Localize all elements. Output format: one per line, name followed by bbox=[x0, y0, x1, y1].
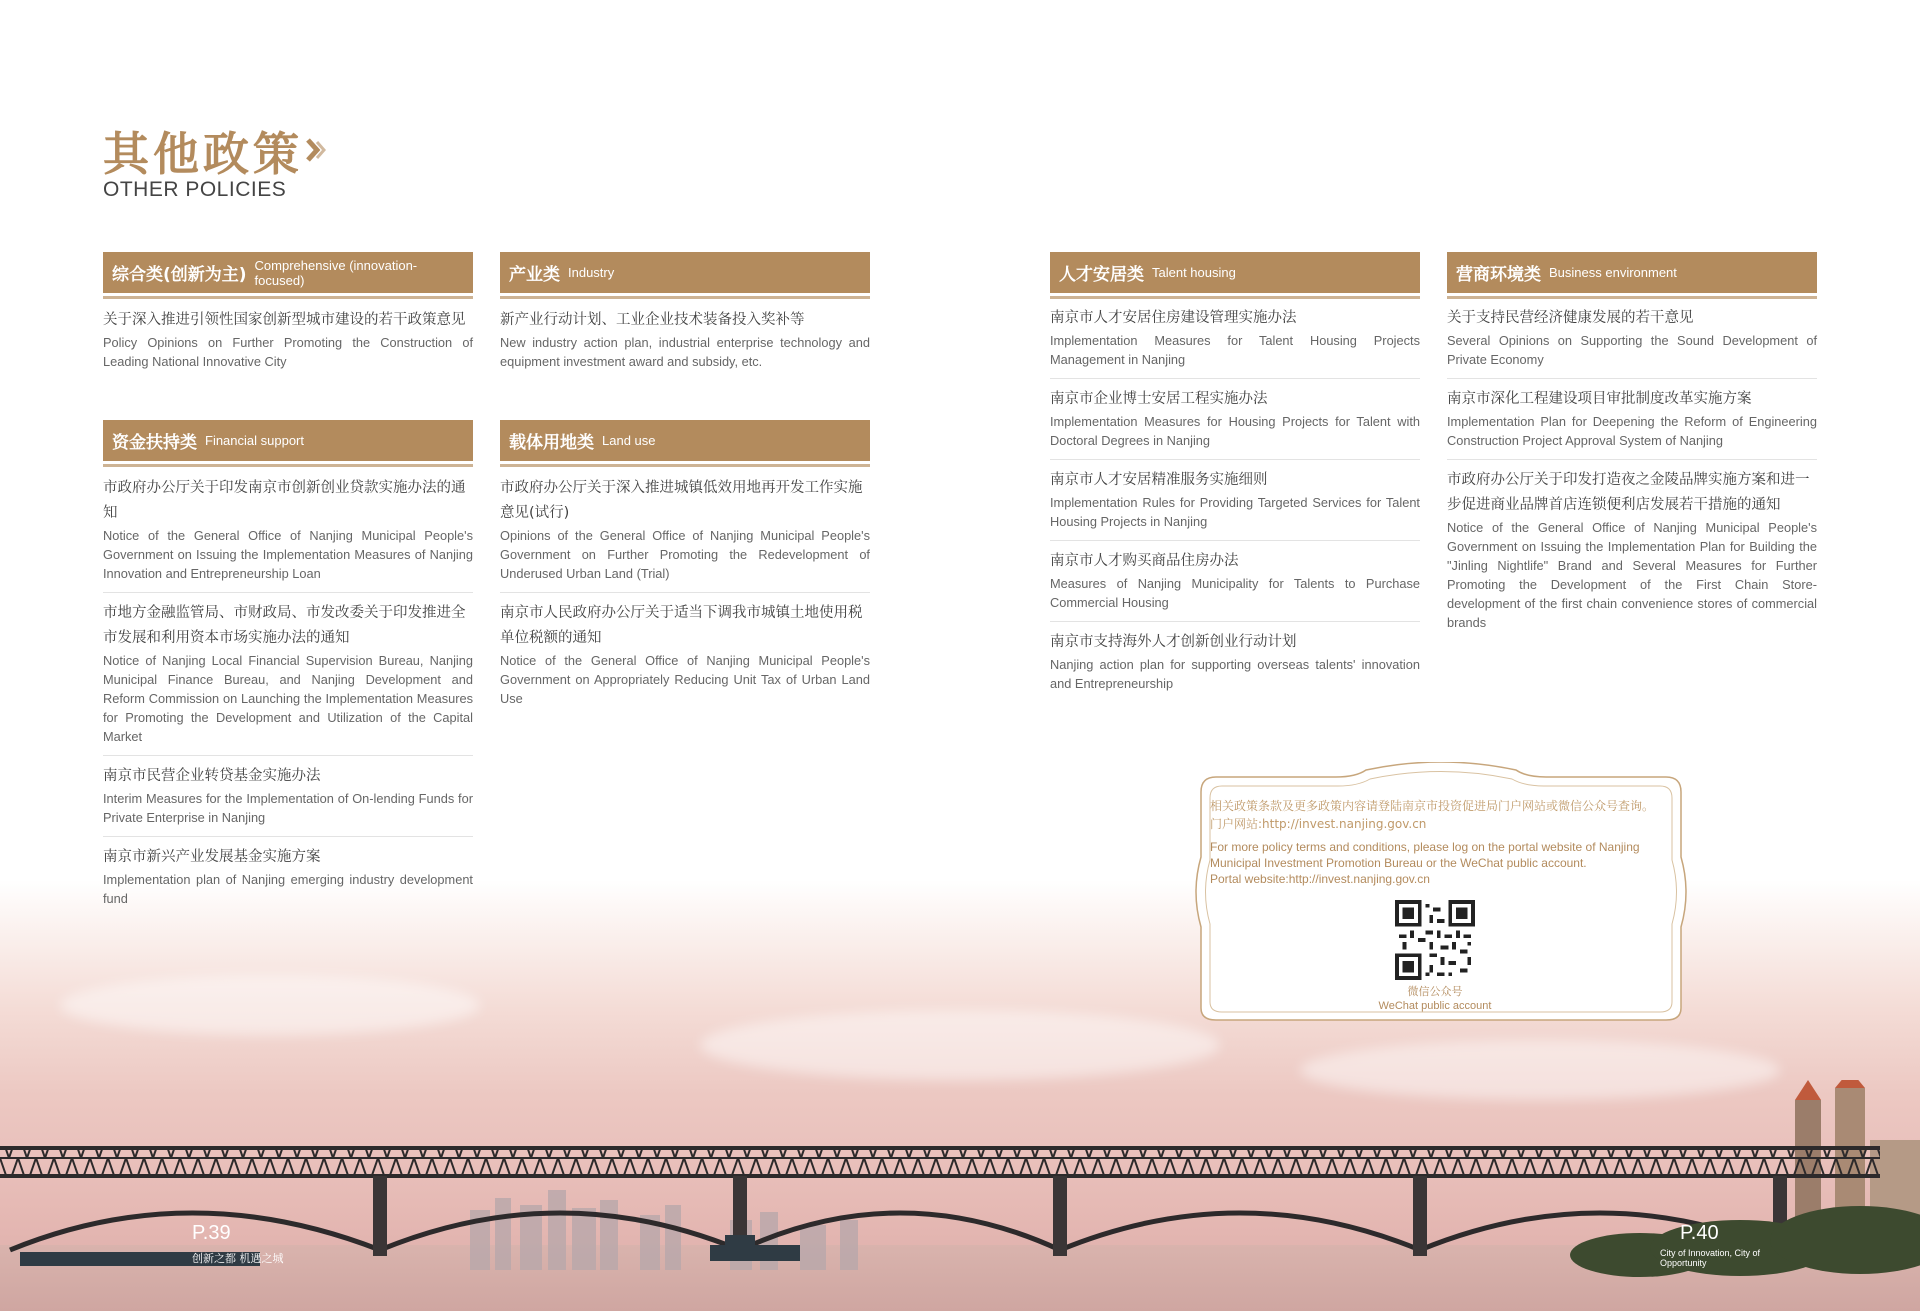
policy-item: 南京市新兴产业发展基金实施方案 Implementation plan of Nanjing emerging industry development fund bbox=[103, 849, 473, 906]
category-industry bbox=[500, 252, 870, 380]
policy-item: 市地方金融监管局、市财政局、市发改委关于印发推进全市发展和利用资本市场实施办法的通知 Notice of Nanjing Local Financial Supervision Bureau, Nanjing Municipal Finance Bureau, and Nanjing Development and Reform Commission on Launching the Implementation Measures for Promoting the Development and Utilization of the Capital Market bbox=[103, 593, 473, 756]
chevron-right-icon bbox=[306, 137, 328, 163]
info-box-text: 相关政策条款及更多政策内容请登陆南京市投资促进局门户网站或微信公众号查询。 门户网站:http://invest.nanjing.gov.cn For more policy terms and conditions, please log on the portal website of Nanjing Municipal Investment Promotion Bureau or the WeChat public account. Portal website:http://invest.nanjing.gov.cn bbox=[1210, 797, 1680, 887]
category-header: 产业类 Industry bbox=[500, 252, 870, 296]
policy-item: 南京市深化工程建设项目审批制度改革实施方案 Implementation Plan for Deepening the Reform of Engineering Construction Project Approval System of Nanjing bbox=[1447, 379, 1817, 460]
portal-link-en[interactable]: Portal website:http://invest.nanjing.gov.cn bbox=[1210, 872, 1430, 886]
policy-item: 南京市人民政府办公厅关于适当下调我市城镇土地使用税单位税额的通知 Notice of the General Office of Nanjing Municipal People's Government on Appropriately Reducing Unit Tax of Urban Land Use bbox=[500, 605, 870, 706]
page-title-cn: 其他政策 bbox=[103, 127, 303, 181]
page-tagline-right: City of Innovation, City of Opportunity bbox=[1660, 1248, 1761, 1268]
category-header: 综合类(创新为主) Comprehensive (innovation-focused) bbox=[103, 252, 473, 296]
qr-code-icon[interactable] bbox=[1395, 900, 1475, 980]
policy-item: 南京市民营企业转贷基金实施办法 Interim Measures for the Implementation of On-lending Funds for Private Enterprise in Nanjing bbox=[103, 756, 473, 837]
category-comprehensive bbox=[103, 252, 473, 380]
policy-item: 新产业行动计划、工业企业技术装备投入奖补等 New industry action plan, industrial enterprise technology and equipment investment award and subsidy, etc. bbox=[500, 312, 870, 369]
category-business bbox=[1447, 252, 1817, 641]
policy-item: 市政府办公厅关于印发南京市创新创业贷款实施办法的通知 Notice of the General Office of Nanjing Municipal People's Government on Issuing the Implementation Measures of Nanjing Innovation and Entrepreneurship Loan bbox=[103, 464, 473, 593]
page-number-left: P.39 bbox=[192, 1222, 231, 1244]
bridge-arches bbox=[10, 1213, 1780, 1250]
page-tagline-left: 创新之都 机遇之城 bbox=[192, 1252, 284, 1265]
cloud bbox=[60, 975, 480, 1035]
page-number-right: P.40 bbox=[1680, 1222, 1719, 1244]
category-header: 人才安居类 Talent housing bbox=[1050, 252, 1420, 296]
policy-item: 南京市人才安居住房建设管理实施办法 Implementation Measures for Talent Housing Projects Management in Nanjing bbox=[1050, 296, 1420, 379]
policy-item: 南京市企业博士安居工程实施办法 Implementation Measures for Housing Projects for Talent with Doctoral Degrees in Nanjing bbox=[1050, 379, 1420, 460]
bridge-illustration bbox=[0, 1080, 1920, 1280]
policy-item: 市政府办公厅关于印发打造夜之金陵品牌实施方案和进一步促进商业品牌首店连锁便利店发展若干措施的通知 Notice of the General Office of Nanjing Municipal People's Government on Issuing the Implementation Plan for Building the "Jinling Nightlife" Brand and Several Measures for Further Promoting the Development of the First Chain Store-development of the first chain convenience stores of commercial brands bbox=[1447, 472, 1817, 630]
category-financial bbox=[103, 420, 473, 917]
category-talent bbox=[1050, 252, 1420, 702]
policy-item: 南京市支持海外人才创新创业行动计划 Nanjing action plan for supporting overseas talents' innovation and Entrepreneurship bbox=[1050, 634, 1420, 691]
policy-item: 市政府办公厅关于深入推进城镇低效用地再开发工作实施意见(试行) Opinions of the General Office of Nanjing Municipal People's Government on Further Promoting the Redevelopment of Underused Urban Land (Trial) bbox=[500, 464, 870, 593]
category-header: 载体用地类 Land use bbox=[500, 420, 870, 464]
cloud bbox=[700, 1010, 1220, 1080]
policy-item: 关于深入推进引领性国家创新型城市建设的若干政策意见 Policy Opinions on Further Promoting the Construction of Leading National Innovative City bbox=[103, 312, 473, 369]
portal-link-cn[interactable]: 门户网站:http://invest.nanjing.gov.cn bbox=[1210, 817, 1427, 831]
policy-item: 南京市人才安居精准服务实施细则 Implementation Rules for Providing Targeted Services for Talent Housing Projects in Nanjing bbox=[1050, 460, 1420, 541]
page-title-en: OTHER POLICIES bbox=[103, 178, 287, 201]
policy-item: 南京市人才购买商品住房办法 Measures of Nanjing Municipality for Talents to Purchase Commercial Housing bbox=[1050, 541, 1420, 622]
bridge-truss bbox=[0, 1148, 1880, 1176]
qr-caption: 微信公众号 WeChat public account bbox=[1378, 985, 1492, 1012]
category-header: 资金扶持类 Financial support bbox=[103, 420, 473, 464]
policy-item: 关于支持民营经济健康发展的若干意见 Several Opinions on Supporting the Sound Development of Private Economy bbox=[1447, 296, 1817, 379]
category-header: 营商环境类 Business environment bbox=[1447, 252, 1817, 296]
category-land bbox=[500, 420, 870, 717]
